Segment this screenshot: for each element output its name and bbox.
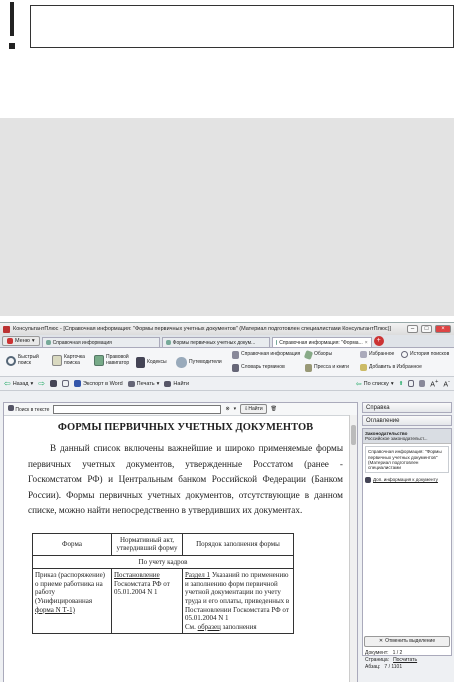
column-header: Форма bbox=[33, 533, 112, 555]
print-button[interactable] bbox=[128, 381, 160, 387]
button-label: Экспорт в Word bbox=[82, 380, 123, 387]
column-header: Порядок заполнения формы bbox=[183, 533, 294, 555]
arrow-left-icon: ⇦ bbox=[355, 380, 362, 388]
button-label: Кодексы bbox=[147, 358, 167, 365]
button-label: Найти bbox=[248, 406, 263, 412]
right-sidebar bbox=[362, 402, 452, 682]
pen-icon bbox=[304, 350, 313, 360]
exclamation-icon bbox=[6, 2, 18, 54]
folder-icon bbox=[360, 351, 367, 358]
doc-icon bbox=[46, 340, 51, 345]
paragraph-label: Абзац: bbox=[365, 664, 381, 670]
group-title: Законодательство bbox=[365, 431, 408, 436]
reference-info-button[interactable] bbox=[232, 351, 300, 359]
legislation-group[interactable] bbox=[363, 429, 451, 444]
cell-text: Приказ (распоряжение) о приеме работника на работу (Унифицированная bbox=[35, 571, 106, 606]
tab-bar bbox=[0, 335, 454, 348]
vertical-scrollbar[interactable] bbox=[349, 415, 357, 682]
button-label: Печать bbox=[136, 380, 155, 387]
button-label: Справочная информация bbox=[241, 351, 301, 358]
document-paragraph: В данный список включены важнейшие и широко применяемые формы первичных учетных документов, утвержденные Росстатом (ранее - Госкомстатом РФ) и Центральным банком Российской Федерации (Банком России). Формы первичных учетных документов, отсутствующие в данном списке, можно найти непосредственно в утвердивших их документах. bbox=[28, 443, 343, 515]
button-label: Назад bbox=[12, 380, 29, 387]
signpost-icon bbox=[176, 357, 187, 368]
button-label: Словарь терминов bbox=[241, 364, 285, 371]
extra-info-link[interactable] bbox=[363, 475, 451, 485]
search-history-button[interactable] bbox=[401, 351, 449, 358]
table-header-row bbox=[33, 533, 294, 555]
add-favorites-button[interactable] bbox=[360, 364, 422, 371]
label: Поиск в тексте bbox=[15, 407, 50, 413]
info-icon bbox=[365, 477, 371, 483]
tab-label: Формы первичных учетных докум... bbox=[172, 339, 256, 346]
doc-icon bbox=[276, 340, 278, 345]
cell-text: заполнения bbox=[222, 622, 257, 631]
forward-button[interactable]: ⇨ bbox=[38, 379, 45, 388]
arrow-left-icon: ⇦ bbox=[4, 379, 11, 388]
button-label: Карточка поиска bbox=[64, 354, 85, 366]
text-search-find-button[interactable] bbox=[240, 404, 266, 414]
order-cell bbox=[183, 569, 294, 634]
doc-value: 1 / 2 bbox=[392, 650, 403, 656]
document-title: ФОРМЫ ПЕРВИЧНЫХ УЧЕТНЫХ ДОКУМЕНТОВ bbox=[57, 422, 314, 433]
navigator-icon bbox=[94, 355, 104, 366]
arrow-up-icon[interactable]: ⬆ bbox=[398, 380, 404, 387]
cell-text: Указаний по применению и заполнению форм первичной учетной документации по учету труда и его оплаты, приведенных в Постановлении Госкомстата РФ от 05.01.2004 N 1 bbox=[185, 571, 290, 623]
tab-label: Справочная информация bbox=[52, 339, 112, 346]
document-body bbox=[4, 416, 357, 634]
chevron-down-icon[interactable]: ▾ bbox=[233, 406, 237, 412]
copy-icon[interactable] bbox=[62, 380, 69, 387]
column-header: Нормативный акт, утвердивший форму bbox=[112, 533, 183, 555]
title-bar bbox=[0, 323, 454, 335]
star-icon bbox=[360, 364, 367, 371]
help-button[interactable]: Справка bbox=[362, 402, 452, 413]
button-label: Пресса и книги bbox=[314, 364, 349, 371]
new-tab-button[interactable]: + bbox=[374, 336, 384, 346]
minimize-button[interactable]: – bbox=[407, 325, 418, 333]
cell-text: Госкомстата РФ от 05.01.2004 N 1 bbox=[114, 579, 170, 597]
toc-button[interactable]: Оглавление bbox=[362, 415, 452, 426]
scrollbar-thumb[interactable] bbox=[351, 425, 356, 445]
form-cell bbox=[33, 569, 112, 634]
sample-link[interactable]: образец bbox=[197, 622, 221, 631]
dictionary-icon bbox=[232, 364, 239, 372]
content-area bbox=[0, 402, 454, 682]
button-label: Быстрый поиск bbox=[18, 354, 39, 366]
reset-selection-button[interactable] bbox=[364, 636, 450, 647]
clock-icon bbox=[401, 351, 408, 358]
chevron-down-icon: ▾ bbox=[156, 380, 160, 387]
selected-document-item[interactable]: Справочная информация: "Формы первичных учетных документов" (Материал подготовлен специалистами bbox=[365, 446, 449, 473]
button-label: Избранное bbox=[369, 350, 395, 357]
arrow-down-icon: ⇩ bbox=[244, 406, 249, 412]
cell-text: См. bbox=[185, 622, 196, 631]
page-label: Страница: bbox=[365, 657, 390, 663]
doc-icon bbox=[166, 340, 171, 345]
book-icon bbox=[136, 357, 145, 368]
tab-close-icon[interactable]: × bbox=[364, 339, 368, 346]
text-search-input[interactable] bbox=[53, 405, 221, 414]
clear-search-icon[interactable]: ⊗ bbox=[225, 406, 230, 412]
favorites-button[interactable] bbox=[360, 351, 394, 358]
font-increase-icon[interactable]: A+ bbox=[430, 378, 439, 389]
window-title: КонсультантПлюс - [Справочная информация: "Формы первичных учетных документов" (Материал подготовлен специалистами КонсультантПлюс)] bbox=[13, 326, 392, 332]
button-label: Отменить выделение bbox=[385, 638, 436, 644]
menu-button[interactable] bbox=[2, 336, 40, 346]
sidebar-status bbox=[362, 633, 452, 671]
text-search-label bbox=[8, 405, 49, 413]
binoculars-icon bbox=[8, 405, 14, 411]
printer-icon bbox=[128, 381, 135, 387]
table-section-row bbox=[33, 555, 294, 569]
bookmark-icon[interactable] bbox=[419, 380, 425, 387]
find-button[interactable] bbox=[164, 381, 189, 387]
gray-placeholder-block bbox=[0, 118, 454, 316]
font-decrease-icon[interactable]: A- bbox=[443, 378, 450, 389]
search-icon bbox=[6, 356, 16, 366]
count-pages-link[interactable]: Посчитать bbox=[393, 657, 418, 663]
word-icon bbox=[74, 380, 81, 387]
menu-label: Меню bbox=[15, 338, 30, 344]
newspaper-icon bbox=[305, 364, 312, 372]
close-icon: ✕ bbox=[378, 638, 384, 644]
button-label: Путеводители bbox=[189, 358, 222, 365]
chevron-down-icon: ▾ bbox=[30, 380, 34, 387]
link-label: Доп. информация к документу bbox=[373, 477, 438, 483]
tab-reference-doc[interactable] bbox=[272, 337, 372, 347]
doc-label: Документ: bbox=[365, 650, 389, 656]
text-search-bar bbox=[4, 403, 357, 416]
tab-forms-list[interactable] bbox=[162, 337, 270, 347]
export-word-button[interactable] bbox=[74, 380, 123, 387]
tab-label: Справочная информация: "Форма... bbox=[279, 339, 363, 346]
card-icon bbox=[52, 355, 62, 366]
document-toolbar bbox=[0, 377, 454, 391]
document-icon[interactable] bbox=[408, 380, 414, 387]
binoculars-icon bbox=[164, 381, 171, 387]
table-row bbox=[33, 569, 294, 634]
press-books-button[interactable] bbox=[305, 364, 349, 372]
button-label: Правовой навигатор bbox=[106, 354, 130, 366]
by-list-button[interactable] bbox=[356, 380, 394, 388]
reference-icon bbox=[232, 351, 239, 359]
form-link[interactable]: форма N Т-1) bbox=[35, 605, 75, 614]
app-logo-icon bbox=[3, 326, 10, 333]
maximize-button[interactable]: □ bbox=[421, 325, 432, 333]
section-link[interactable]: Раздел 1 bbox=[185, 571, 211, 580]
term-dictionary-button[interactable] bbox=[232, 364, 285, 372]
save-icon[interactable] bbox=[50, 380, 57, 387]
legal-navigator-button[interactable] bbox=[94, 355, 136, 366]
tab-reference[interactable] bbox=[42, 337, 160, 347]
guides-button[interactable] bbox=[176, 357, 222, 368]
trash-icon[interactable]: 🗑 bbox=[270, 406, 278, 412]
section-title: По учету кадров bbox=[33, 555, 294, 569]
button-label: Обзоры bbox=[314, 351, 333, 358]
note-box bbox=[30, 5, 454, 48]
ribbon bbox=[0, 348, 454, 377]
forms-table bbox=[32, 533, 294, 635]
chevron-down-icon: ▾ bbox=[31, 338, 35, 344]
paragraph-value: 7 / 1101 bbox=[384, 664, 403, 670]
button-label: Добавить в Избранное bbox=[369, 363, 422, 370]
related-list bbox=[362, 428, 452, 656]
act-link[interactable]: Постановление bbox=[114, 571, 160, 580]
menu-icon bbox=[7, 338, 13, 344]
back-button[interactable] bbox=[4, 379, 33, 388]
codes-button[interactable] bbox=[136, 357, 167, 368]
app-window bbox=[0, 322, 454, 682]
document-pane bbox=[3, 402, 358, 682]
button-label: По списку bbox=[363, 380, 389, 387]
search-card-button[interactable] bbox=[52, 355, 88, 366]
act-cell bbox=[112, 569, 183, 634]
quick-search-button[interactable] bbox=[6, 355, 42, 366]
button-label: Найти bbox=[173, 380, 190, 387]
button-label: История поисков bbox=[410, 350, 450, 357]
reviews-button[interactable] bbox=[305, 351, 332, 359]
chevron-down-icon: ▾ bbox=[390, 380, 394, 387]
group-subtitle: Российское законодательст... bbox=[365, 436, 428, 442]
close-button[interactable]: × bbox=[435, 325, 451, 333]
